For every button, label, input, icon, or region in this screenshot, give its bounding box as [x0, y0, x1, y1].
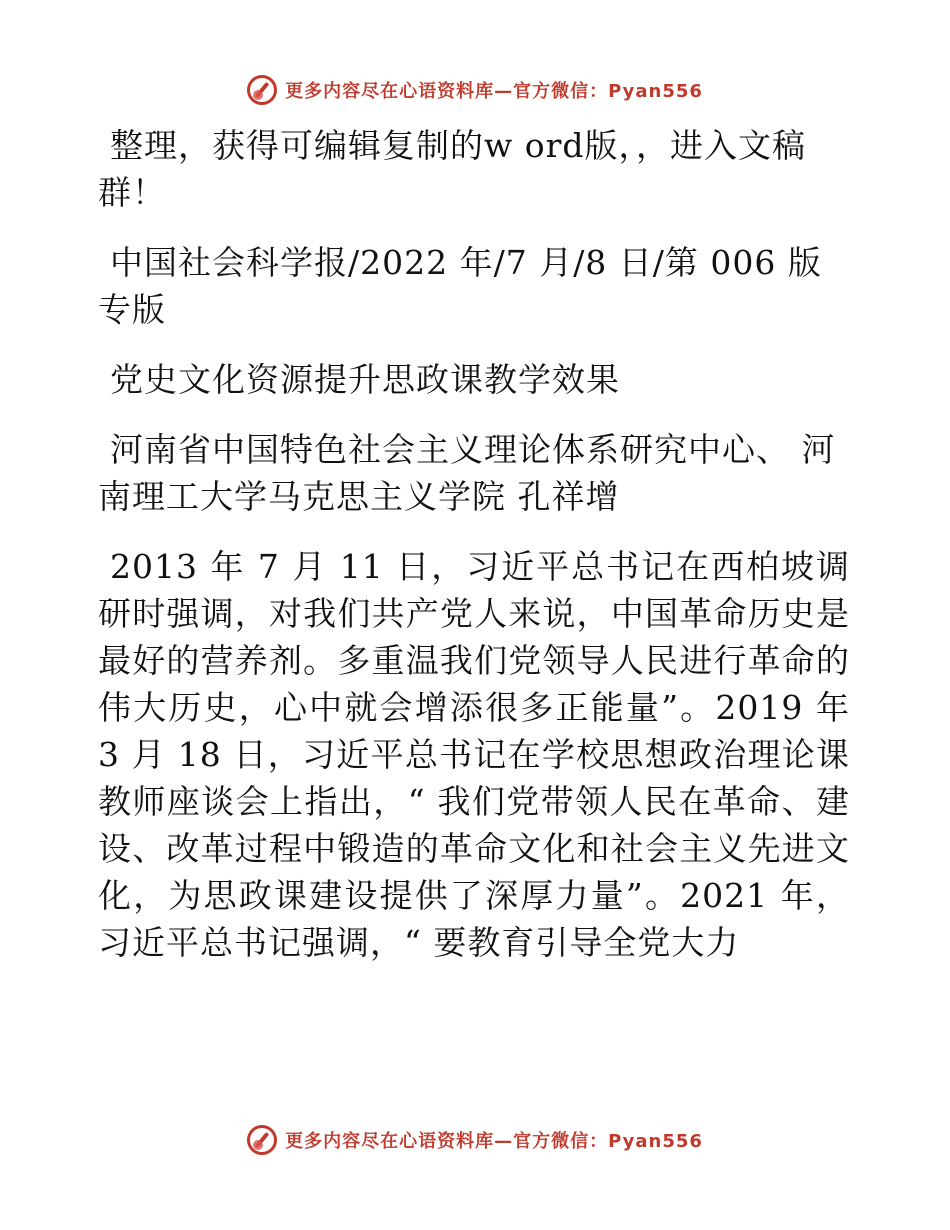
- logo-icon: [247, 75, 277, 105]
- author-line: 河南省中国特色社会主义理论体系研究中心、 河南理工大学马克思主义学院 孔祥增: [98, 430, 836, 516]
- footer-watermark: [0, 1120, 950, 1160]
- body-paragraph: 2013 年 7 月 11 日，习近平总书记在西柏坡调研时强调，对我们共产党人来说，中国革命历史是最好的营养剂。多重温我们党领导人民进行革命的伟大历史，心中就会增添很多正能量”。2019 年 3 月 18 日，习近平总书记在学校思想政治理论课教师座谈会上指出，“ 我们党带领人民在革命、建设、改革过程中锻造的革命文化和社会主义先进文化，为思政课建设提供了深厚力量”。2021 年，习近平总书记强调，“ 要教育引导全党大力: [98, 547, 850, 962]
- article-title: 党史文化资源提升思政课教学效果: [110, 360, 620, 399]
- footer-watermark-text: 更多内容尽在心语资料库—官方微信：Pyan556: [285, 1131, 703, 1152]
- header-watermark-text: 更多内容尽在心语资料库—官方微信：Pyan556: [285, 81, 703, 102]
- intro-paragraph: 整理，获得可编辑复制的w ord版，，进入文稿群！: [98, 126, 807, 212]
- logo-icon: [247, 1125, 277, 1155]
- source-line: 中国社会科学报/2022 年/7 月/8 日/第 006 版专版: [98, 243, 822, 329]
- document-body: [98, 122, 850, 989]
- header-watermark: [0, 70, 950, 110]
